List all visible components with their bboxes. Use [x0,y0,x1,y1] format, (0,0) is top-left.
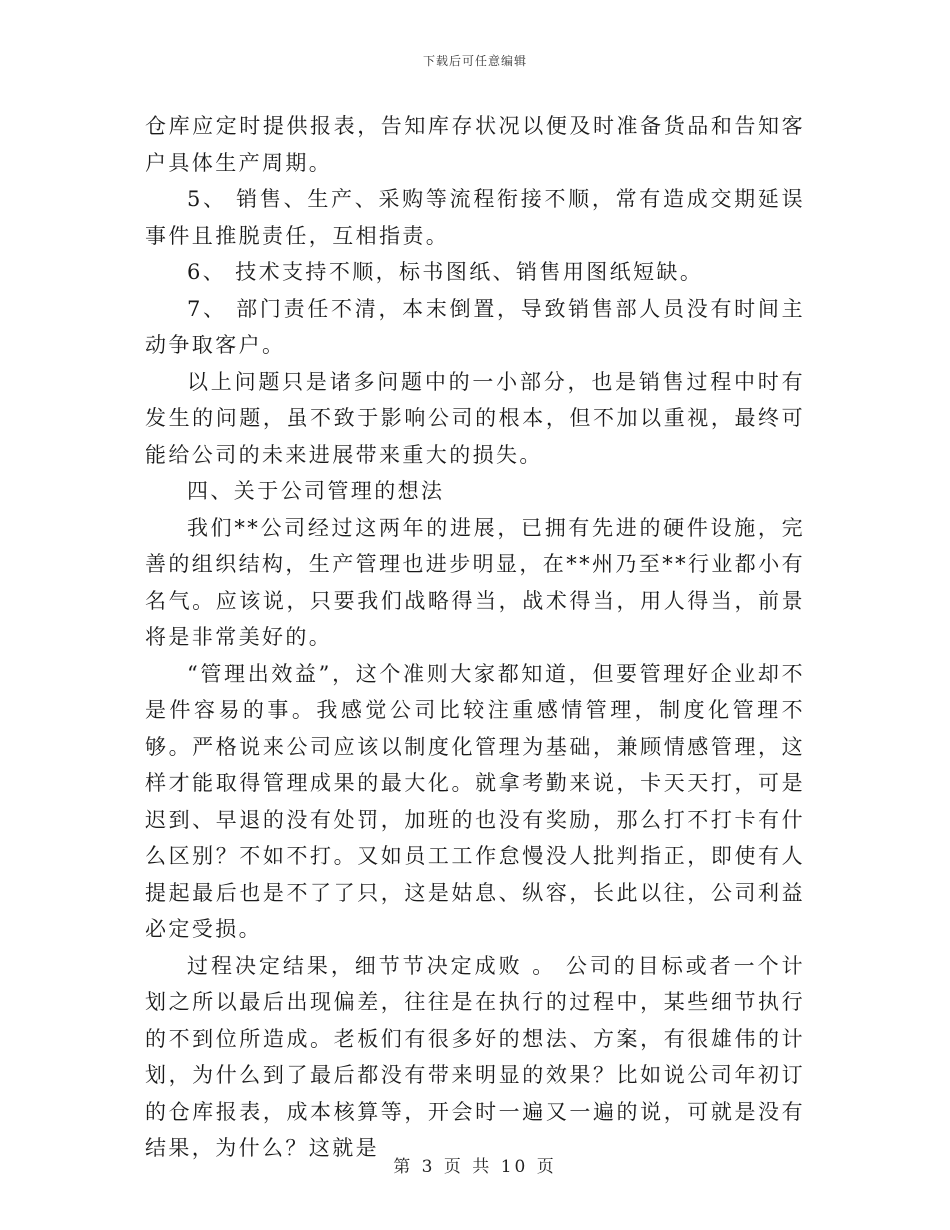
paragraph: 过程决定结果，细节节决定成败 。 公司的目标或者一个计划之所以最后出现偏差，往往是在执行的过程中，某些细节执行的不到位所造成。老板们有很多好的想法、方案，有很雄伟的计划，为什么到了最后都没有带来明显的效果？比如说公司年初订的仓库报表，成本核算等，开会时一遍又一遍的说，可就是没有结果，为什么？这就是 [145,953,805,1160]
section-heading: 四、关于公司管理的想法 [187,479,445,503]
page-header: 下载后可任意编辑 [422,54,527,68]
page-footer: 第 3 页 共 10 页 [393,1157,557,1177]
paragraph: 仓库应定时提供报表，告知库存状况以便及时准备货品和告知客户具体生产周期。 [145,114,805,175]
paragraph: 6、 技术支持不顺，标书图纸、销售用图纸短缺。 [187,260,704,284]
paragraph: 以上问题只是诸多问题中的一小部分，也是销售过程中时有发生的问题，虽不致于影响公司的根本，但不加以重视，最终可能给公司的未来进展带来重大的损失。 [145,369,805,467]
paragraph: “管理出效益”，这个准则大家都知道，但要管理好企业却不是件容易的事。我感觉公司比较注重感情管理，制度化管理不够。严格说来公司应该以制度化管理为基础，兼顾情感管理，这样才能取得管理成果的最大化。就拿考勤来说，卡天天打，可是迟到、早退的没有处罚，加班的也没有奖励，那么打不打卡有什么区别？不如不打。又如员工工作怠慢没人批判指正，即使有人提起最后也是不了了只，这是姑息、纵容，长此以往，公司利益必定受损。 [145,661,805,941]
paragraph: 5、 销售、生产、采购等流程衔接不顺，常有造成交期延误事件且推脱责任，互相指责。 [145,187,805,248]
paragraph: 我们**公司经过这两年的进展，已拥有先进的硬件设施，完善的组织结构，生产管理也进步明显，在**州乃至**行业都小有名气。应该说，只要我们战略得当，战术得当，用人得当，前景将是非常美好的。 [145,515,805,649]
document-body [145,108,805,1167]
paragraph: 7、 部门责任不清，本末倒置，导致销售部人员没有时间主动争取客户。 [145,296,805,357]
